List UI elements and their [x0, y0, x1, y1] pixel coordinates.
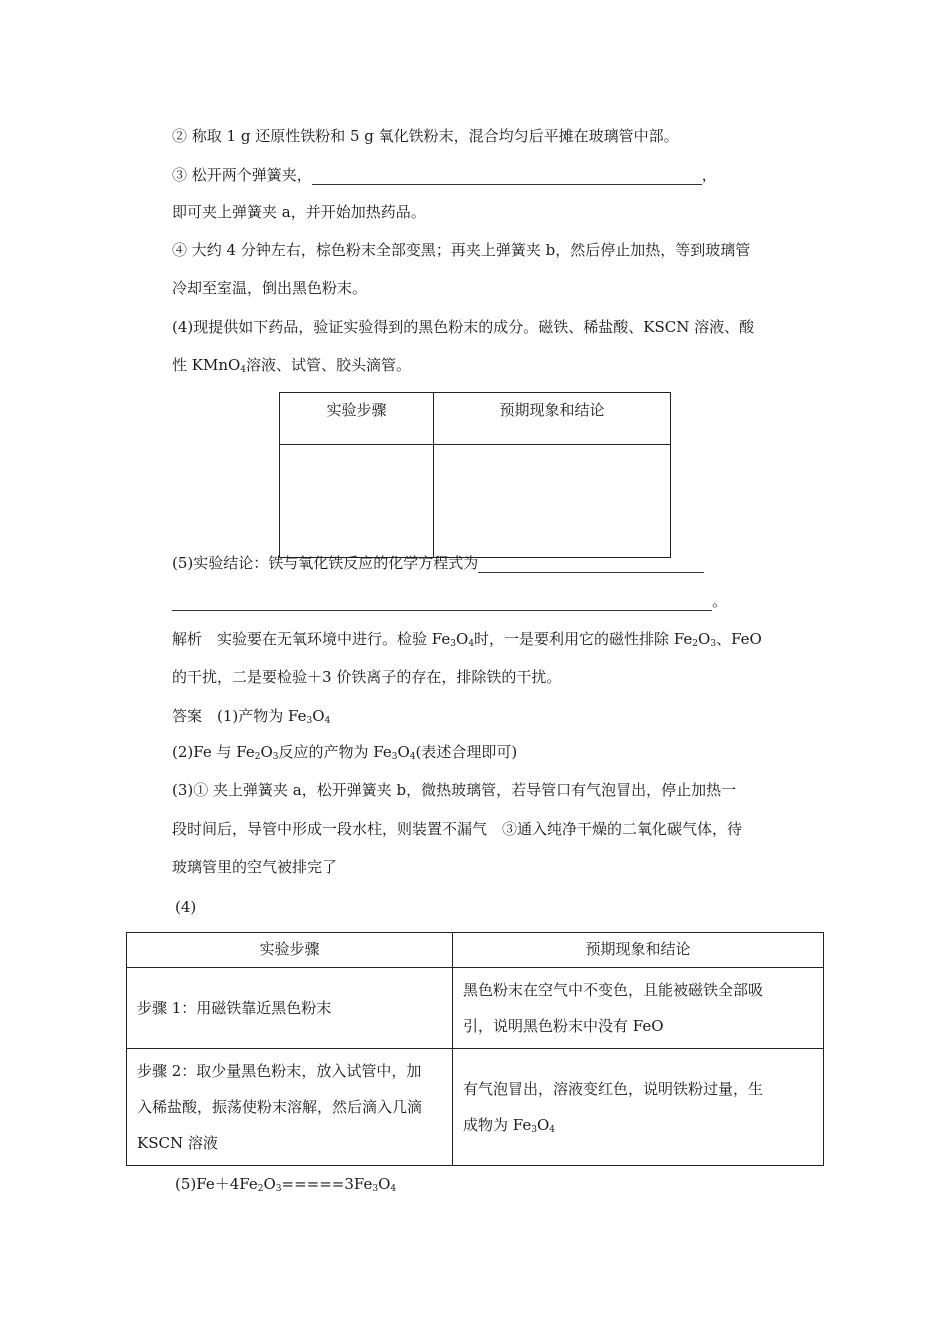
- empty-experiment-table: [279, 392, 671, 558]
- table2-header-results: 预期现象和结论: [453, 933, 824, 968]
- sub: 3: [306, 716, 313, 726]
- text: O: [263, 1175, 276, 1193]
- sub: 4: [468, 639, 475, 649]
- text: O: [260, 743, 273, 761]
- analysis-label: 解析: [172, 630, 203, 648]
- table2-row2-step: [127, 1049, 453, 1166]
- sub: 3: [372, 1184, 379, 1194]
- question-5: [172, 553, 704, 573]
- text: 、FeO: [716, 630, 762, 648]
- table1-cell-results: [434, 445, 671, 558]
- sub: 4: [409, 752, 416, 762]
- analysis-line-2: 的干扰，二是要检验＋3 价铁离子的存在，排除铁的干扰。: [172, 668, 562, 686]
- q4-subscript: 4: [240, 365, 247, 375]
- text: (5)Fe＋4Fe: [175, 1175, 258, 1193]
- text: O: [536, 1116, 550, 1134]
- answer-label: 答案: [172, 707, 203, 725]
- step-line: 步骤 2：取少量黑色粉末，放入试管中，加: [137, 1062, 422, 1080]
- text: 成物为 Fe: [463, 1116, 532, 1134]
- q5-end: 。: [712, 592, 728, 610]
- sub: 2: [692, 639, 699, 649]
- sub: 3: [391, 752, 398, 762]
- result-line: 有气泡冒出，溶液变红色，说明铁粉过量，生: [463, 1080, 764, 1098]
- text: 反应的产物为 Fe: [278, 743, 392, 761]
- step-4-line-1: ④ 大约 4 分钟左右，棕色粉末全部变黑；再夹上弹簧夹 b，然后停止加热，等到玻璃管: [172, 241, 751, 259]
- step-2: ② 称取 1 g 还原性铁粉和 5 g 氧化铁粉末，混合均匀后平摊在玻璃管中部。: [172, 127, 679, 145]
- q5-text: (5)实验结论：铁与氧化铁反应的化学方程式为: [172, 554, 479, 572]
- sub: 3: [531, 1125, 537, 1135]
- sub: 4: [390, 1184, 397, 1194]
- text: O: [378, 1175, 391, 1193]
- answer-2: [172, 742, 517, 762]
- text: (2)Fe 与 Fe: [172, 743, 255, 761]
- sub: 4: [324, 716, 331, 726]
- result-line: 引，说明黑色粉末中没有 FeO: [463, 1017, 664, 1035]
- analysis-line-1: [172, 629, 762, 649]
- answer-experiment-table: [126, 932, 824, 1166]
- equation-blank-2: [172, 596, 712, 611]
- step-3-suffix: ，: [701, 166, 717, 184]
- table1-cell-steps: [280, 445, 434, 558]
- table2-header-steps: 实验步骤: [127, 933, 453, 968]
- text: (表述合理即可): [415, 743, 518, 761]
- question-5-cont: [172, 591, 727, 611]
- text: =====3Fe: [281, 1175, 373, 1193]
- table1-header-results: 预期现象和结论: [434, 393, 671, 445]
- answer-4-label: (4): [175, 898, 197, 916]
- analysis-text: 实验要在无氧环境中进行。检验 Fe: [217, 630, 451, 648]
- answer-3-line-3: 玻璃管里的空气被排完了: [172, 858, 338, 876]
- sub: 2: [254, 752, 261, 762]
- sub: 3: [450, 639, 456, 649]
- step-3: [172, 165, 717, 185]
- question-4-line-2: [172, 355, 411, 375]
- table1-header-steps: 实验步骤: [280, 393, 434, 445]
- text: 时，一是要利用它的磁性排除 Fe: [474, 630, 693, 648]
- sub: 3: [275, 1184, 282, 1194]
- result-line: [463, 1107, 813, 1143]
- answer-3-line-1: (3)① 夹上弹簧夹 a，松开弹簧夹 b，微热玻璃管，若导管口有气泡冒出，停止加热一: [172, 781, 737, 799]
- text: O: [698, 630, 711, 648]
- q4-text-end: 溶液、试管、胶头滴管。: [246, 356, 412, 374]
- text: O: [397, 743, 410, 761]
- step-3-prefix: ③ 松开两个弹簧夹，: [172, 166, 312, 184]
- sub: 3: [710, 639, 717, 649]
- result-line: 黑色粉末在空气中不变色，且能被磁铁全部吸: [463, 981, 764, 999]
- table2-row1-step: 步骤 1：用磁铁靠近黑色粉末: [127, 968, 453, 1049]
- step-3-continuation: 即可夹上弹簧夹 a，并开始加热药品。: [172, 203, 426, 221]
- sub: 3: [272, 752, 279, 762]
- text: O: [312, 707, 325, 725]
- text: O: [456, 630, 469, 648]
- step-4-line-2: 冷却至室温，倒出黑色粉末。: [172, 279, 368, 297]
- question-4-line-1: (4)现提供如下药品，验证实验得到的黑色粉末的成分。磁铁、稀盐酸、KSCN 溶液、酸: [172, 318, 755, 336]
- sub: 2: [257, 1184, 264, 1194]
- answer-1: [172, 706, 330, 726]
- answer-3-line-2: 段时间后，导管中形成一段水柱，则装置不漏气 ③通入纯净干燥的二氧化碳气体，待: [172, 820, 743, 838]
- text: (1)产物为 Fe: [217, 707, 307, 725]
- answer-blank: [312, 170, 702, 185]
- table2-row1-result: [453, 968, 824, 1049]
- q4-text: 性 KMnO: [172, 356, 241, 374]
- sub: 4: [549, 1125, 556, 1135]
- table2-row2-result: [453, 1049, 824, 1166]
- equation-blank-1: [478, 558, 704, 573]
- answer-5: [175, 1174, 396, 1194]
- step-line: KSCN 溶液: [137, 1134, 218, 1152]
- step-line: 入稀盐酸，振荡使粉末溶解，然后滴入几滴: [137, 1098, 423, 1116]
